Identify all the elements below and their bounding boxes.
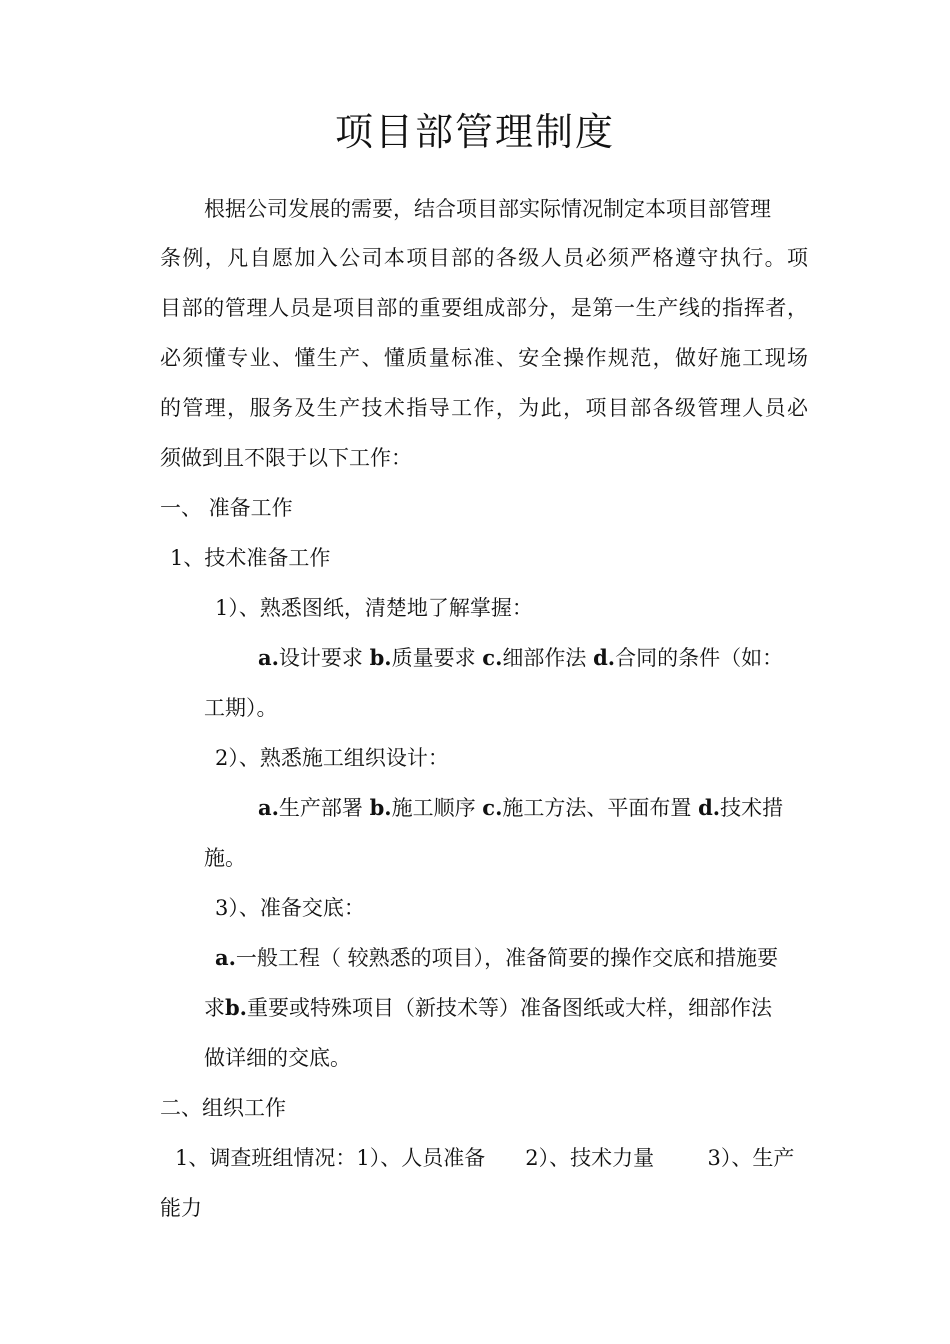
intro-line-5: 的管理，服务及生产技术指导工作，为此，项目部各级管理人员必 (160, 396, 808, 420)
section-2-line-1: 1、调查班组情况：1）、人员准备 2）、技术力量 3）、生产 (175, 1146, 795, 1170)
item-3-label: 3）、准备交底： (215, 896, 365, 920)
item-3-line-3: 做详细的交底。 (204, 1046, 351, 1070)
intro-line-4: 必须懂专业、懂生产、懂质量标准、安全操作规范，做好施工现场 (160, 346, 808, 370)
item-1-line-2: 工期）。 (204, 696, 278, 720)
item-2-line-2: 施。 (204, 846, 246, 870)
intro-line-1: 根据公司发展的需要，结合项目部实际情况制定本项目部管理 (204, 197, 771, 221)
intro-line-3: 目部的管理人员是项目部的重要组成部分，是第一生产线的指挥者， (160, 296, 808, 320)
item-3-line-1: a.一般工程（ 较熟悉的项目），准备简要的操作交底和措施要 (215, 945, 779, 970)
intro-line-2: 条例，凡自愿加入公司本项目部的各级人员必须严格遵守执行。项 (160, 246, 808, 270)
section-2-heading: 二、组织工作 (160, 1096, 286, 1120)
section-1-subheading: 1、技术准备工作 (170, 546, 331, 570)
item-2-line-1: a.生产部署 b.施工顺序 c.施工方法、平面布置 d.技术措 (258, 795, 784, 820)
item-3-line-2: 求b.重要或特殊项目（新技术等）准备图纸或大样，细部作法 (204, 995, 772, 1020)
document-title: 项目部管理制度 (334, 110, 615, 154)
intro-line-6: 须做到且不限于以下工作： (160, 446, 412, 470)
item-2-label: 2）、熟悉施工组织设计： (215, 746, 449, 770)
section-1-heading: 一、 准备工作 (160, 496, 293, 520)
item-1-line-1: a.设计要求 b.质量要求 c.细部作法 d.合同的条件（如： (258, 645, 784, 670)
item-1-label: 1）、熟悉图纸，清楚地了解掌握： (215, 596, 533, 620)
section-2-line-2: 能力 (160, 1196, 202, 1220)
